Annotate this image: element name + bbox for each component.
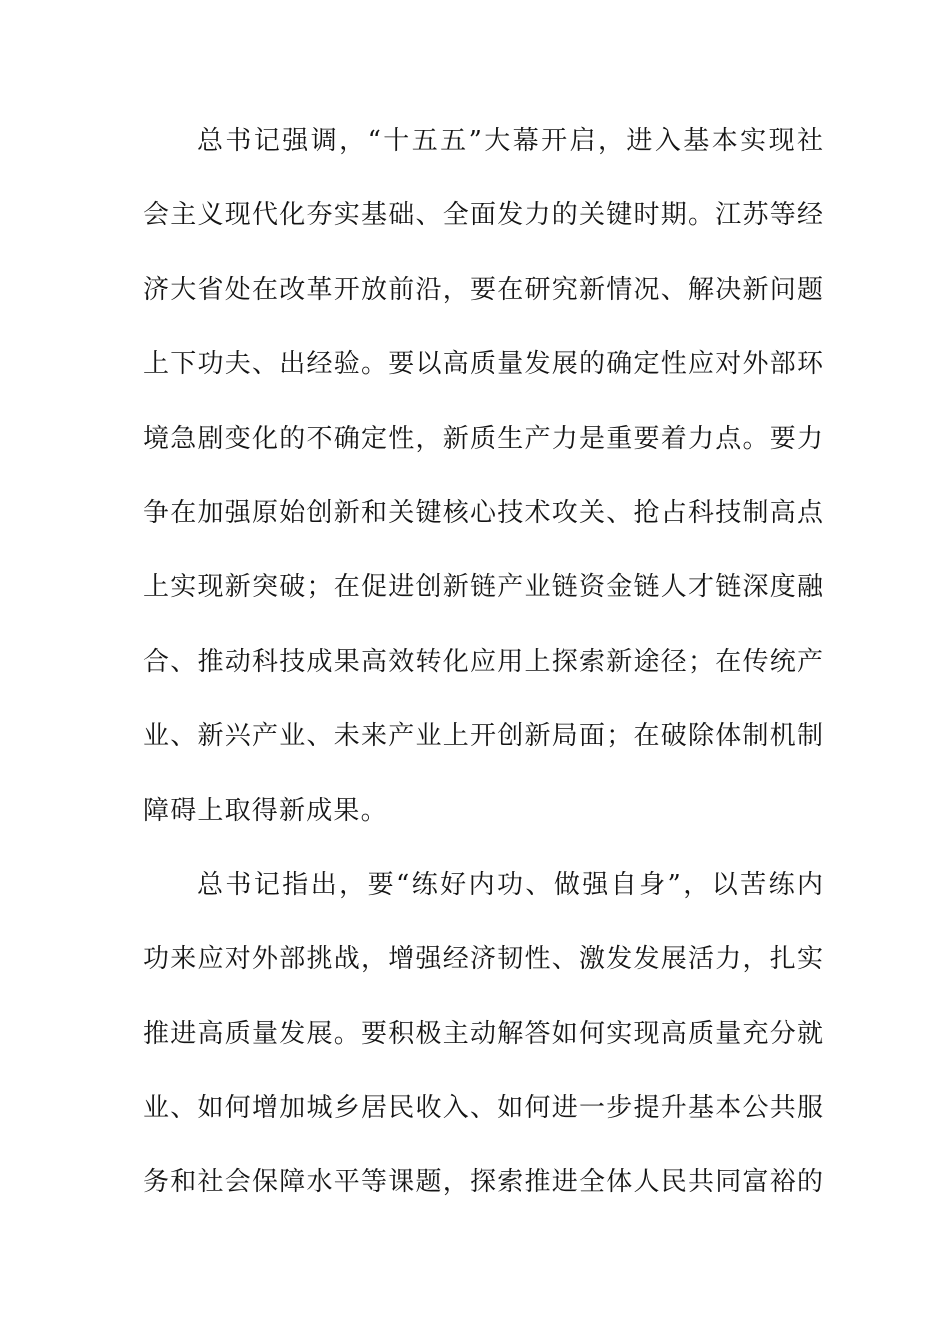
text-line: 业、新兴产业、未来产业上开创新局面；在破除体制机制 bbox=[143, 721, 823, 752]
text-line: 功来应对外部挑战，增强经济韧性、激发发展活力，扎实 bbox=[143, 944, 823, 975]
text-line: 争在加强原始创新和关键核心技术攻关、抢占科技制高点 bbox=[143, 497, 823, 528]
paragraph bbox=[143, 848, 823, 1220]
text-line: 上实现新突破；在促进创新链产业链资金链人才链深度融 bbox=[143, 572, 823, 603]
text-line: 障碍上取得新成果。 bbox=[143, 795, 388, 826]
text-line: 境急剧变化的不确定性，新质生产力是重要着力点。要力 bbox=[143, 423, 823, 454]
text-line: 业、如何增加城乡居民收入、如何进一步提升基本公共服 bbox=[143, 1093, 823, 1124]
text-line: 务和社会保障水平等课题，探索推进全体人民共同富裕的 bbox=[143, 1167, 823, 1198]
text-line: 总书记强调，“十五五”大幕开启，进入基本实现社 bbox=[197, 126, 823, 156]
text-line: 总书记指出，要“练好内功、做强自身”，以苦练内 bbox=[197, 869, 823, 900]
text-line: 会主义现代化夯实基础、全面发力的关键时期。江苏等经 bbox=[143, 200, 823, 231]
text-line: 上下功夫、出经验。要以高质量发展的确定性应对外部环 bbox=[143, 349, 823, 380]
text-line: 推进高质量发展。要积极主动解答如何实现高质量充分就 bbox=[143, 1018, 823, 1049]
text-line: 济大省处在改革开放前沿，要在研究新情况、解决新问题 bbox=[143, 274, 823, 305]
paragraph bbox=[143, 104, 823, 848]
document-text bbox=[143, 104, 823, 1220]
text-line: 合、推动科技成果高效转化应用上探索新途径；在传统产 bbox=[143, 646, 823, 677]
